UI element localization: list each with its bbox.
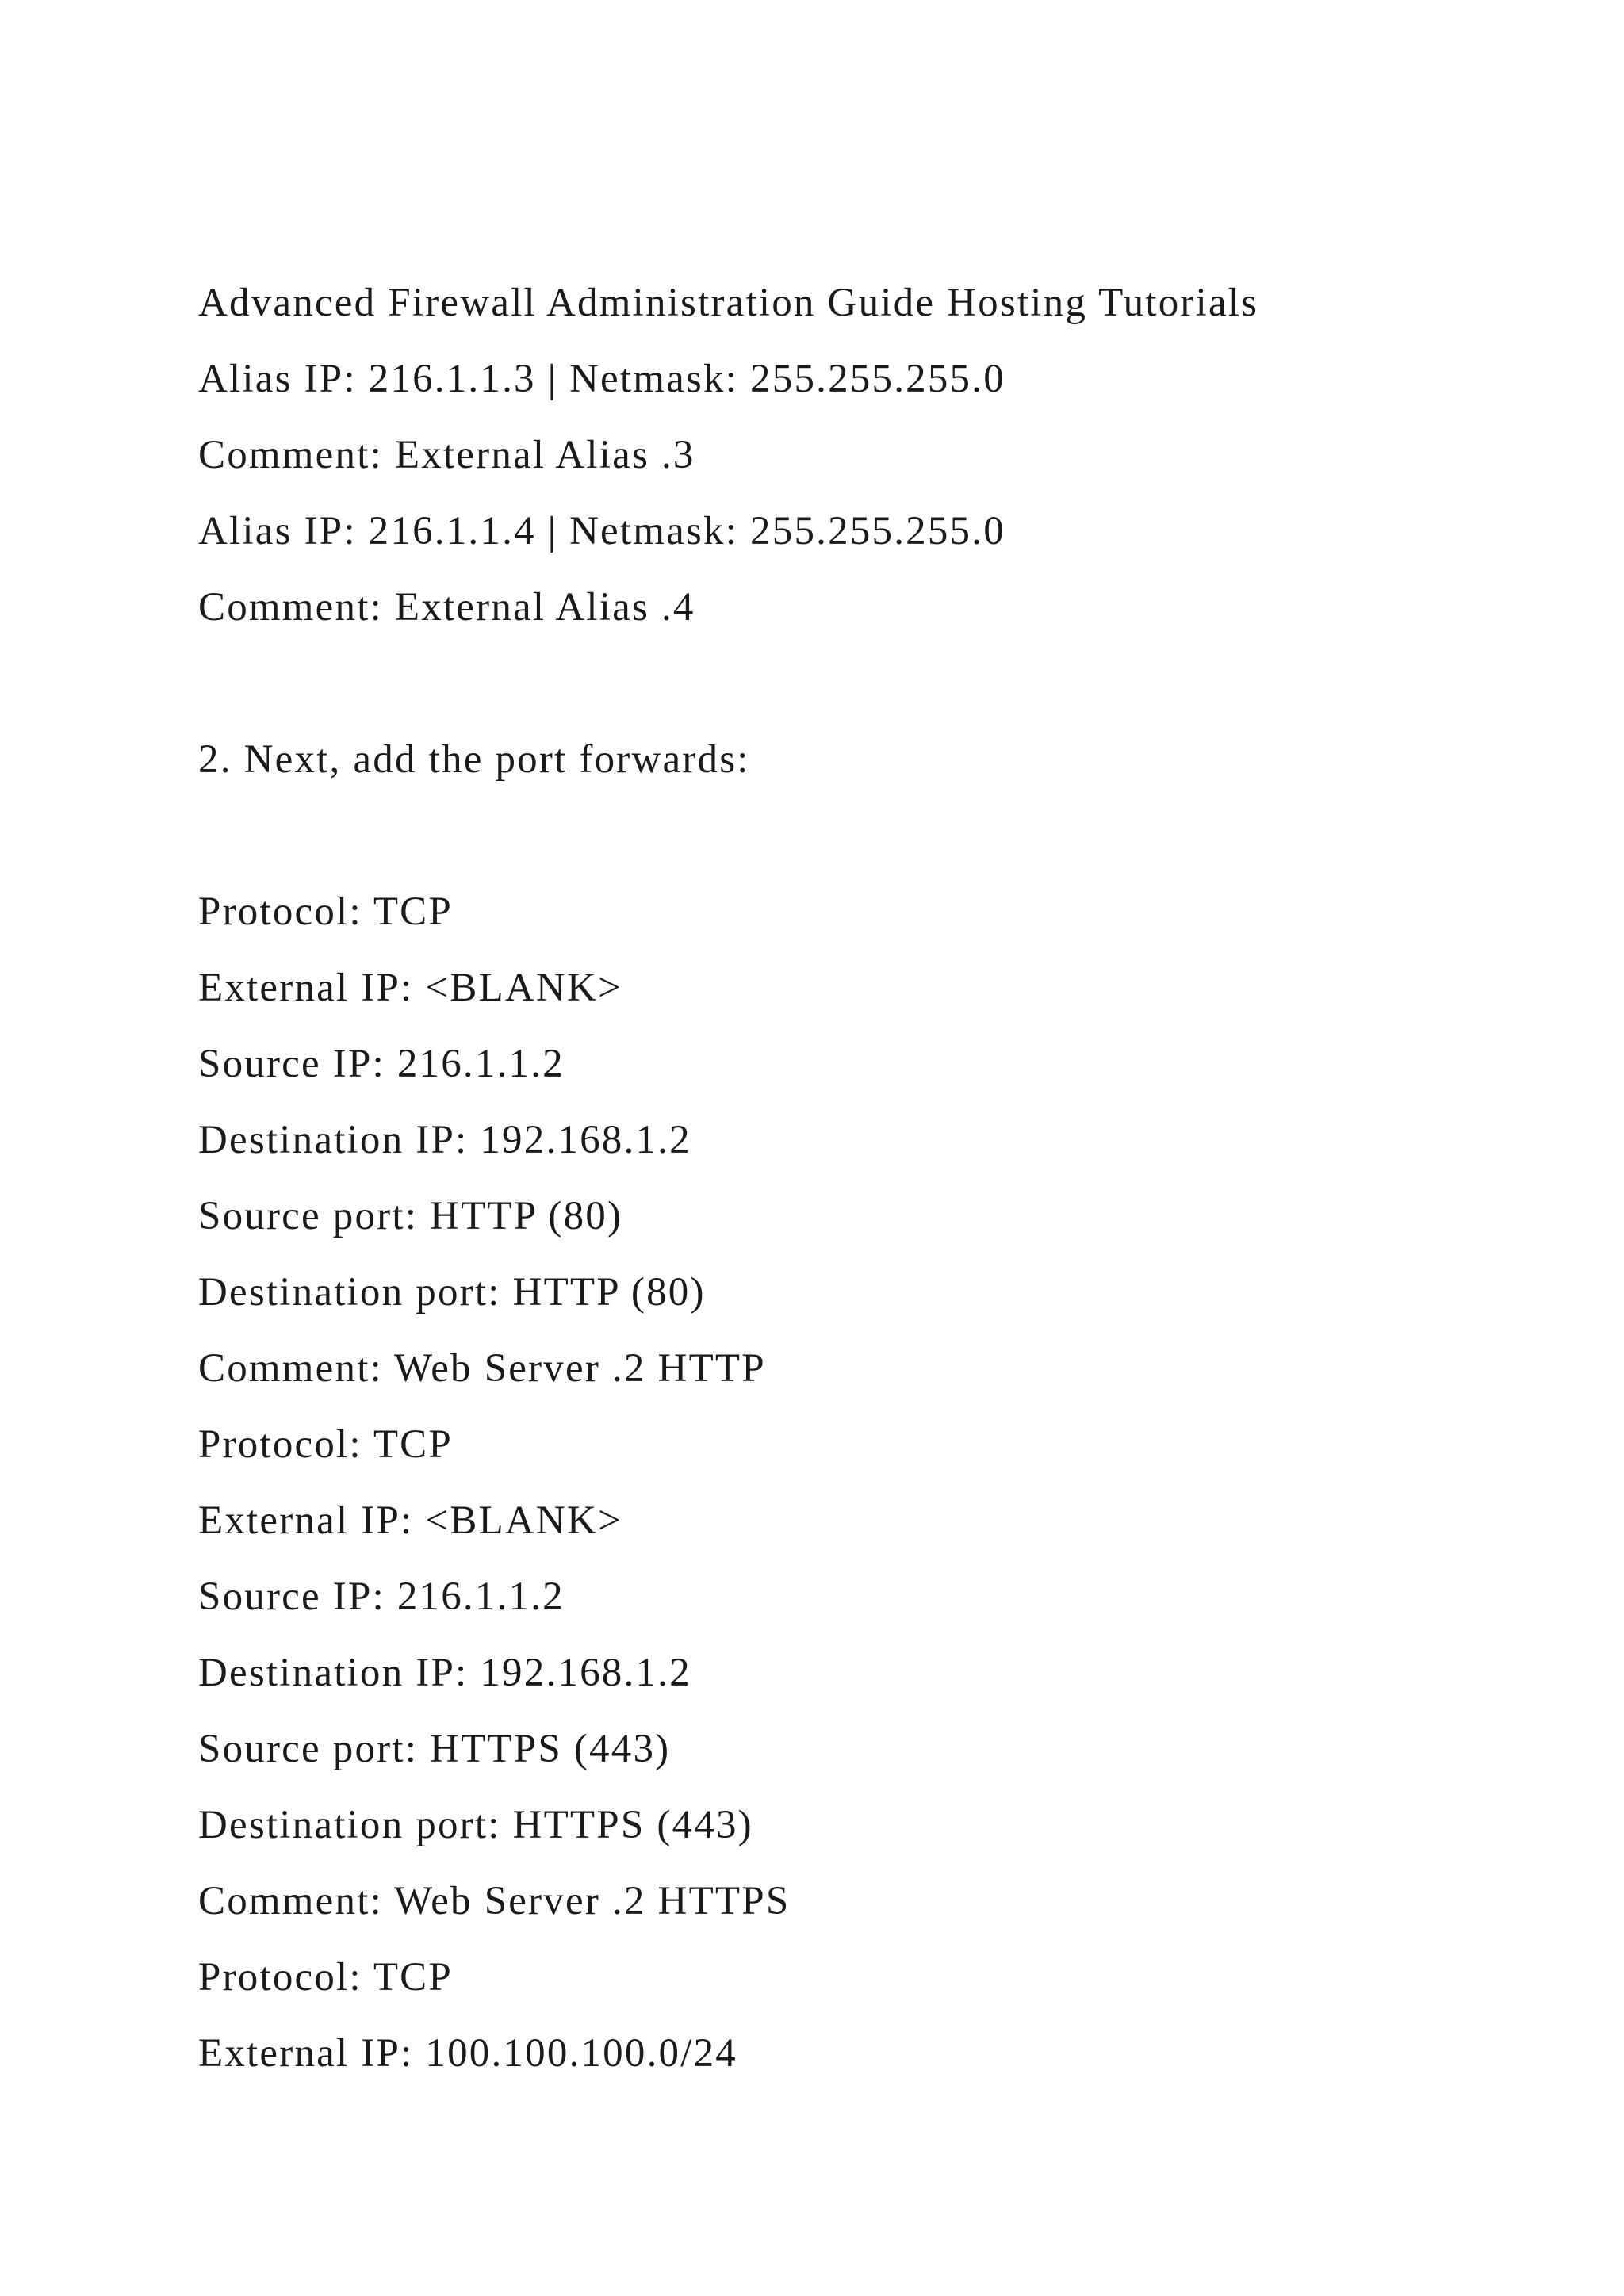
source-ip-line: Source IP: 216.1.1.2 <box>198 1042 565 1086</box>
document-body <box>198 265 1546 2091</box>
blank-line <box>198 798 1546 874</box>
protocol-line: Protocol: TCP <box>198 1955 453 1999</box>
source-port-line: Source port: HTTPS (443) <box>198 1727 671 1771</box>
protocol-line: Protocol: TCP <box>198 890 453 934</box>
alias-ip-line: Alias IP: 216.1.1.4 | Netmask: 255.255.255.0 <box>198 509 1005 553</box>
document-title-line: Advanced Firewall Administration Guide Hosting Tutorials <box>198 281 1259 325</box>
alias-comment-line: Comment: External Alias .4 <box>198 585 695 629</box>
comment-line: Comment: Web Server .2 HTTP <box>198 1346 766 1391</box>
destination-port-line: Destination port: HTTPS (443) <box>198 1803 753 1847</box>
destination-port-line: Destination port: HTTP (80) <box>198 1270 706 1314</box>
blank-line <box>198 645 1546 721</box>
external-ip-line: External IP: <BLANK> <box>198 1498 622 1543</box>
comment-line: Comment: Web Server .2 HTTPS <box>198 1879 791 1923</box>
destination-ip-line: Destination IP: 192.168.1.2 <box>198 1651 691 1695</box>
source-port-line: Source port: HTTP (80) <box>198 1194 623 1238</box>
protocol-line: Protocol: TCP <box>198 1422 453 1467</box>
source-ip-line: Source IP: 216.1.1.2 <box>198 1575 565 1619</box>
external-ip-line: External IP: <BLANK> <box>198 966 622 1010</box>
external-ip-line: External IP: 100.100.100.0/24 <box>198 2031 737 2076</box>
step-heading: 2. Next, add the port forwards: <box>198 737 750 782</box>
destination-ip-line: Destination IP: 192.168.1.2 <box>198 1118 691 1162</box>
alias-comment-line: Comment: External Alias .3 <box>198 433 695 477</box>
alias-ip-line: Alias IP: 216.1.1.3 | Netmask: 255.255.255.0 <box>198 357 1005 401</box>
